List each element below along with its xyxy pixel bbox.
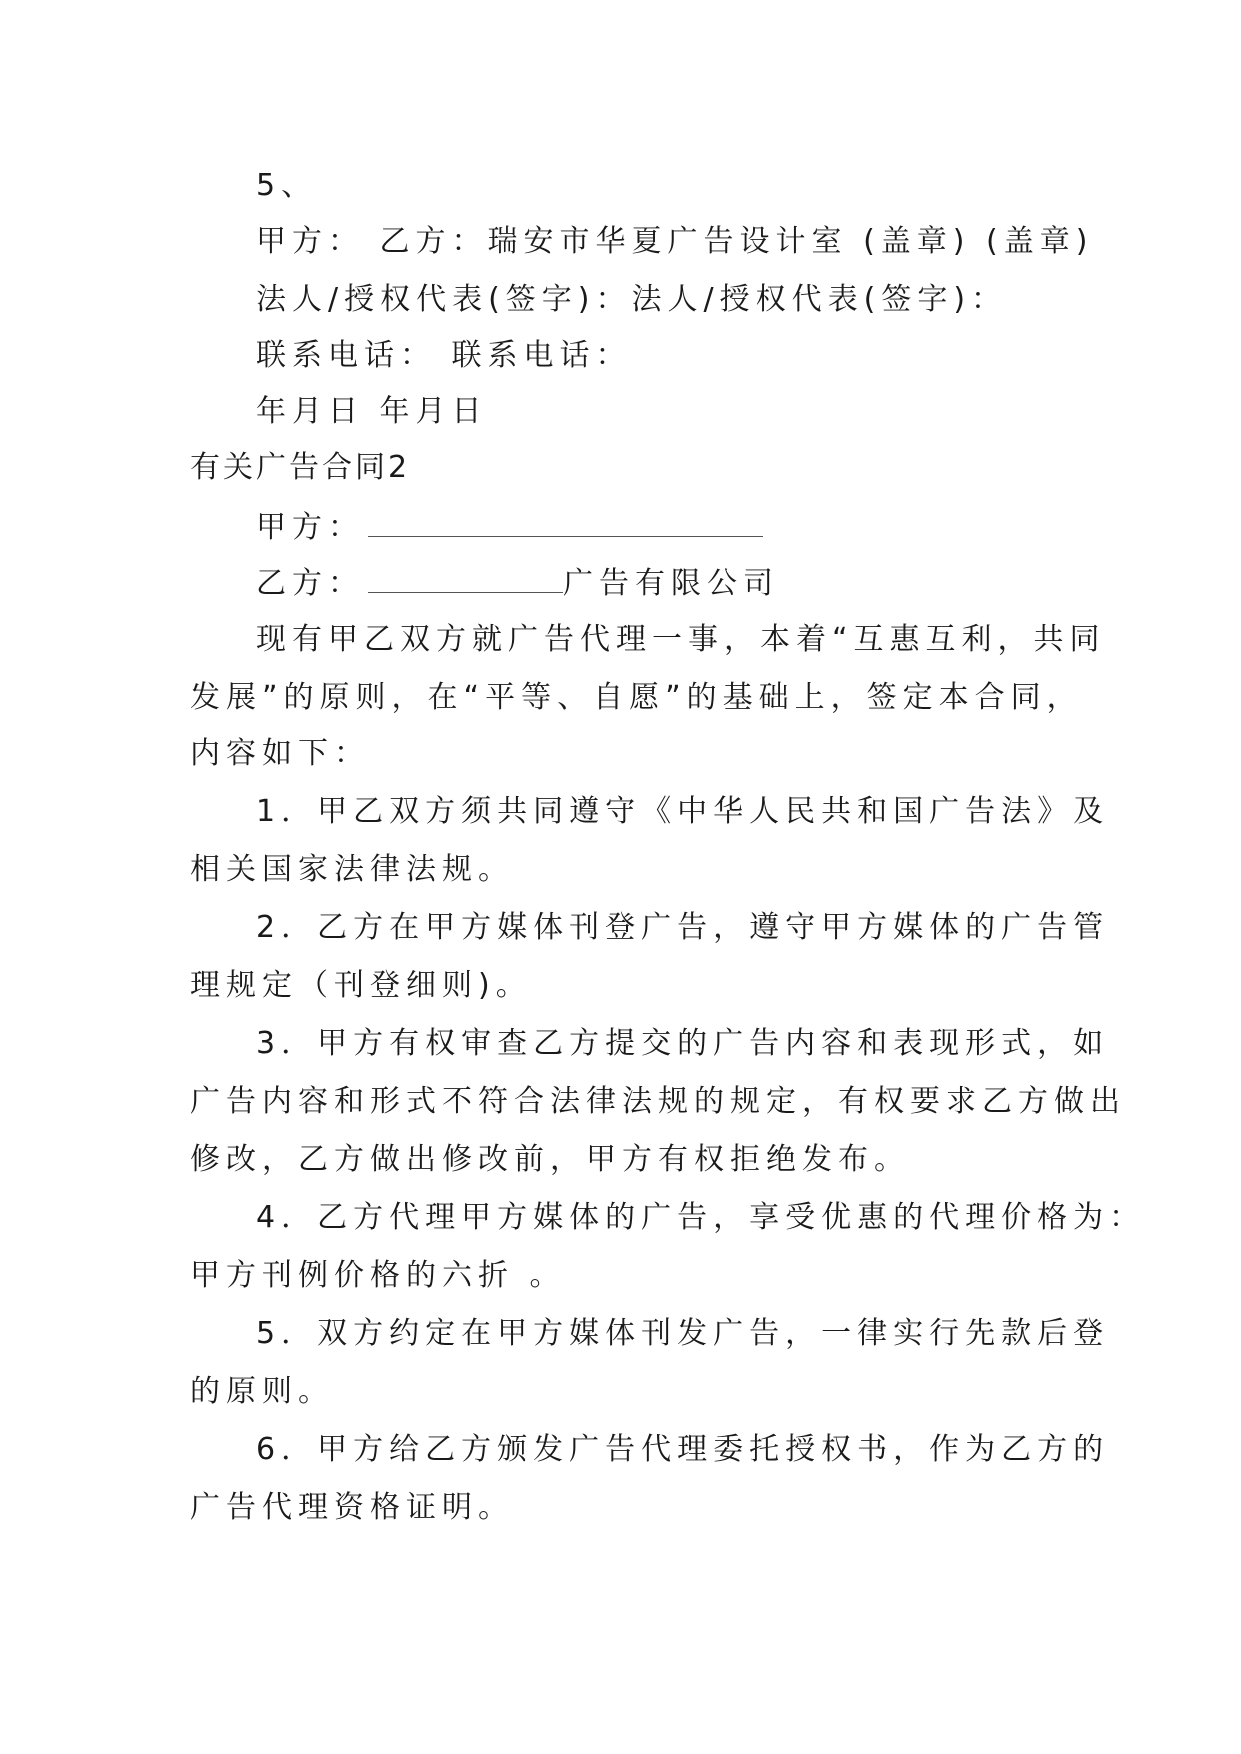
item-number: 5、 [256, 168, 318, 203]
party-b-label: 乙方： [256, 566, 364, 601]
signature-line: 法人/授权代表(签字)：法人/授权代表(签字)： [256, 282, 1008, 317]
party-b-blank [368, 562, 563, 593]
clause-1-cont: 相关国家法律法规。 [190, 852, 514, 887]
intro-line: 发展”的原则，在“平等、自愿”的基础上，签定本合同， [190, 680, 1083, 715]
clause-1: 1．甲乙双方须共同遵守《中华人民共和国广告法》及 [256, 794, 1110, 829]
party-a-blank [368, 506, 763, 537]
intro-line: 现有甲乙双方就广告代理一事，本着“互惠互利，共同 [256, 622, 1106, 657]
party-b-line [256, 562, 779, 602]
party-a-label: 甲方： [256, 510, 364, 545]
party-a-line [256, 506, 763, 546]
clause-6-cont: 广告代理资格证明。 [190, 1490, 514, 1525]
clause-5: 5．双方约定在甲方媒体刊发广告，一律实行先款后登 [256, 1316, 1110, 1351]
clause-3: 3．甲方有权审查乙方提交的广告内容和表现形式，如 [256, 1026, 1110, 1061]
clause-3-cont: 广告内容和形式不符合法律法规的规定，有权要求乙方做出 [190, 1084, 1126, 1119]
phone-line: 联系电话： 联系电话： [256, 338, 632, 373]
clause-2: 2．乙方在甲方媒体刊登广告，遵守甲方媒体的广告管 [256, 910, 1110, 945]
party-b-suffix: 广告有限公司 [563, 566, 779, 601]
clause-4: 4．乙方代理甲方媒体的广告，享受优惠的代理价格为： [256, 1200, 1146, 1235]
date-line: 年月日 年月日 [256, 394, 488, 429]
contract-title: 有关广告合同2 [190, 450, 411, 485]
clause-2-cont: 理规定（刊登细则)。 [190, 968, 532, 1003]
clause-3-cont: 修改，乙方做出修改前，甲方有权拒绝发布。 [190, 1142, 910, 1177]
clause-4-cont: 甲方刊例价格的六折 。 [190, 1258, 566, 1293]
clause-6: 6．甲方给乙方颁发广告代理委托授权书，作为乙方的 [256, 1432, 1110, 1467]
clause-5-cont: 的原则。 [190, 1374, 334, 1409]
intro-line: 内容如下： [190, 736, 370, 771]
parties-line: 甲方： 乙方：瑞安市华夏广告设计室 (盖章) (盖章) [256, 224, 1094, 259]
